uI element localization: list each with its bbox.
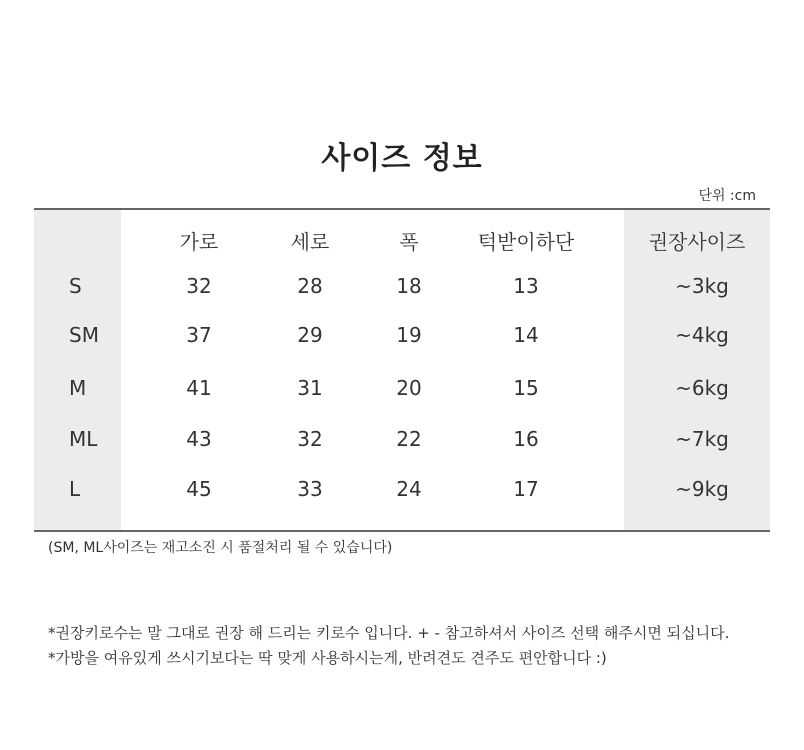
size-table	[34, 208, 770, 532]
row-size-label: ML	[69, 427, 98, 451]
table-cell: 32	[297, 427, 323, 451]
table-cell: 37	[186, 323, 212, 347]
table-cell: ~3kg	[675, 274, 729, 298]
table-cell: 19	[396, 323, 422, 347]
weight-notice: *권장키로수는 말 그대로 권장 해 드리는 키로수 입니다. + - 참고하셔서 사이즈 선택 해주시면 되십니다.	[48, 624, 730, 642]
row-size-label: M	[69, 376, 87, 400]
header-bib-bottom: 턱받이하단	[477, 230, 575, 254]
table-cell: 41	[186, 376, 212, 400]
table-cell: 20	[396, 376, 422, 400]
table-cell: ~6kg	[675, 376, 729, 400]
row-size-label: S	[69, 274, 82, 298]
unit-label: 단위 :cm	[698, 188, 756, 204]
row-size-label: L	[69, 477, 81, 501]
table-cell: ~7kg	[675, 427, 729, 451]
stock-notice: (SM, ML사이즈는 재고소진 시 품절처리 될 수 있습니다)	[48, 540, 393, 556]
table-cell: 17	[513, 477, 539, 501]
table-cell: 16	[513, 427, 539, 451]
table-cell: 22	[396, 427, 422, 451]
table-cell: 45	[186, 477, 212, 501]
table-cell: 32	[186, 274, 212, 298]
table-cell: 43	[186, 427, 212, 451]
header-recommended-size: 권장사이즈	[648, 230, 746, 254]
table-cell: 18	[396, 274, 422, 298]
table-cell: 28	[297, 274, 323, 298]
table-cell: 33	[297, 477, 323, 501]
table-cell: 13	[513, 274, 539, 298]
table-cell: 15	[513, 376, 539, 400]
table-cell: 24	[396, 477, 422, 501]
header-depth: 폭	[399, 230, 419, 254]
header-width: 가로	[179, 230, 219, 254]
fit-notice: *가방을 여유있게 쓰시기보다는 딱 맞게 사용하시는게, 반려견도 견주도 편안합니다 :)	[48, 649, 607, 667]
table-cell: ~9kg	[675, 477, 729, 501]
table-cell: 14	[513, 323, 539, 347]
table-cell: ~4kg	[675, 323, 729, 347]
table-cell: 31	[297, 376, 323, 400]
row-size-label: SM	[69, 323, 99, 347]
page-title: 사이즈 정보	[321, 141, 483, 176]
table-cell: 29	[297, 323, 323, 347]
header-length: 세로	[290, 230, 330, 254]
